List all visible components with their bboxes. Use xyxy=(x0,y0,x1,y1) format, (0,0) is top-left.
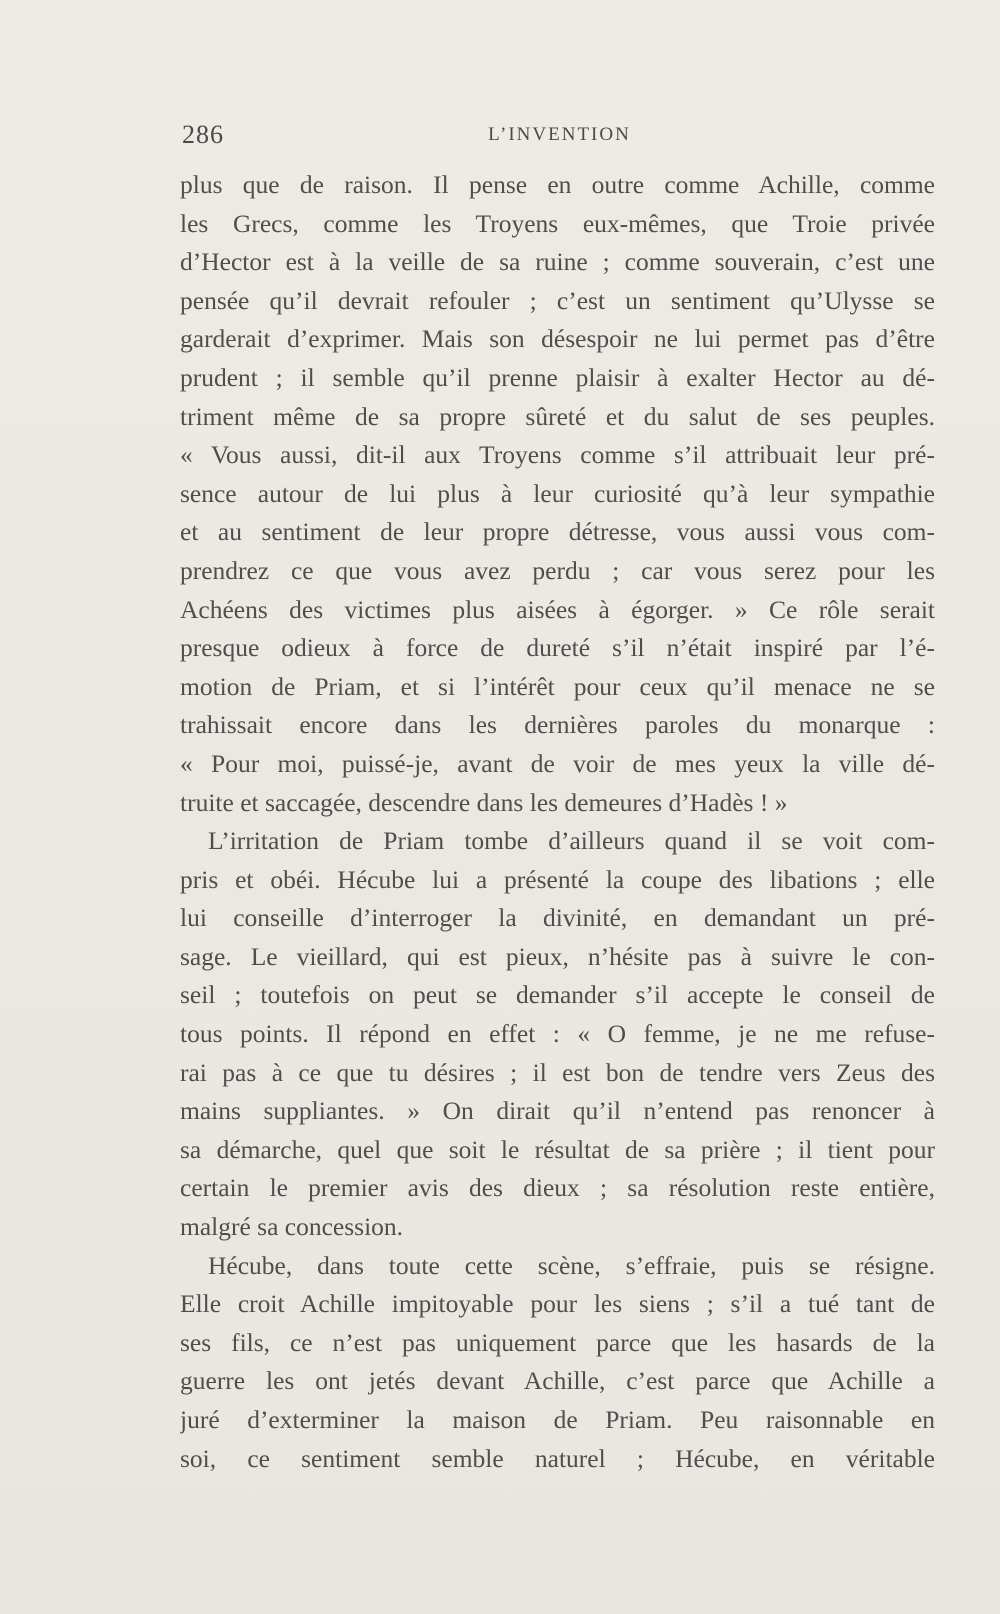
text-line: d’Hector est à la veille de sa ruine ; comme souverain, c’est une xyxy=(180,247,935,277)
text-line: « Vous aussi, dit-il aux Troyens comme s’il attribuait leur pré- xyxy=(180,440,935,470)
text-line: mains suppliantes. » On dirait qu’il n’entend pas renoncer à xyxy=(180,1096,935,1126)
text-line: trahissait encore dans les dernières paroles du monarque : xyxy=(180,710,935,740)
text-line: soi, ce sentiment semble naturel ; Hécube, en véritable xyxy=(180,1443,935,1473)
text-line: malgré sa concession. xyxy=(180,1212,404,1242)
page-header xyxy=(182,120,937,160)
text-line: seil ; toutefois on peut se demander s’il accepte le conseil de xyxy=(180,980,935,1010)
text-line: juré d’exterminer la maison de Priam. Peu raisonnable en xyxy=(180,1405,935,1434)
body-text xyxy=(180,166,935,1478)
page-number: 286 xyxy=(182,120,224,149)
text-line: pensée qu’il devrait refouler ; c’est un sentiment qu’Ulysse se xyxy=(180,285,935,315)
text-line: plus que de raison. Il pense en outre comme Achille, comme xyxy=(180,170,935,199)
text-line: Achéens des victimes plus aisées à égorger. » Ce rôle serait xyxy=(180,594,935,624)
text-line: sa démarche, quel que soit le résultat de sa prière ; il tient pour xyxy=(180,1134,935,1164)
running-head: L’INVENTION xyxy=(488,124,631,145)
text-line: prendrez ce que vous avez perdu ; car vous serez pour les xyxy=(180,555,935,585)
text-line: L’irritation de Priam tombe d’ailleurs quand il se voit com- xyxy=(208,826,935,856)
text-line: presque odieux à force de dureté s’il n’était inspiré par l’é- xyxy=(180,633,935,663)
text-line: motion de Priam, et si l’intérêt pour ceux qu’il menace ne se xyxy=(180,671,935,701)
text-line: sence autour de lui plus à leur curiosité qu’à leur sympathie xyxy=(180,478,935,508)
text-line: pris et obéi. Hécube lui a présenté la coupe des libations ; elle xyxy=(180,864,935,894)
text-line: certain le premier avis des dieux ; sa résolution reste entière, xyxy=(180,1173,935,1203)
text-line: rai pas à ce que tu désires ; il est bon de tendre vers Zeus des xyxy=(180,1057,935,1087)
text-line: et au sentiment de leur propre détresse, vous aussi vous com- xyxy=(180,517,935,547)
text-line: tous points. Il répond en effet : « O femme, je ne me refuse- xyxy=(180,1019,935,1049)
text-line: prudent ; il semble qu’il prenne plaisir à exalter Hector au dé- xyxy=(180,362,935,392)
text-line: Elle croit Achille impitoyable pour les siens ; s’il a tué tant de xyxy=(180,1289,935,1319)
text-line: « Pour moi, puissé-je, avant de voir de mes yeux la ville dé- xyxy=(180,748,935,778)
text-line: triment même de sa propre sûreté et du salut de ses peuples. xyxy=(180,401,935,431)
text-line: truite et saccagée, descendre dans les demeures d’Hadès ! » xyxy=(180,787,788,817)
text-line: garderait d’exprimer. Mais son désespoir ne lui permet pas d’être xyxy=(180,324,935,354)
text-line: lui conseille d’interroger la divinité, en demandant un pré- xyxy=(180,903,935,933)
text-line: ses fils, ce n’est pas uniquement parce que les hasards de la xyxy=(180,1327,935,1357)
text-line: sage. Le vieillard, qui est pieux, n’hésite pas à suivre le con- xyxy=(180,941,935,971)
text-line: les Grecs, comme les Troyens eux-mêmes, que Troie privée xyxy=(180,208,935,238)
text-line: Hécube, dans toute cette scène, s’effraie, puis se résigne. xyxy=(208,1250,935,1280)
text-line: guerre les ont jetés devant Achille, c’est parce que Achille a xyxy=(180,1366,935,1396)
